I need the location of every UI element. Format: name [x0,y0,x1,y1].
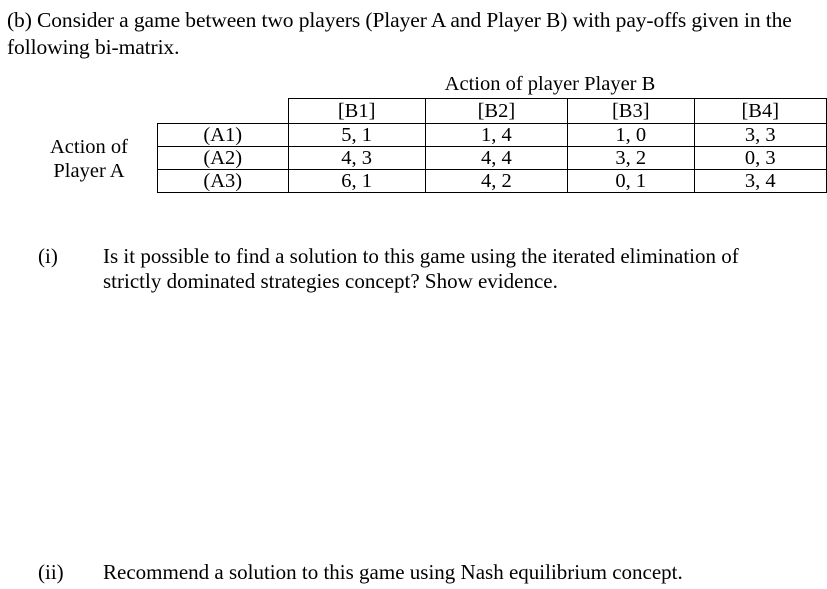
player-a-caption: Action of Player A [50,136,128,182]
payoff-cell: 4, 4 [425,147,567,170]
payoff-cell: 1, 4 [425,124,567,147]
col-header-b3: [B3] [567,99,694,124]
question-text: Is it possible to find a solution to this game using the iterated elimination of strictly dominated strategies concept? Show evidence. [103,244,739,293]
question-text: Recommend a solution to this game using Nash equilibrium concept. [103,560,683,584]
question-number: (ii) [38,560,64,584]
payoff-cell: 0, 1 [567,170,694,193]
column-header-row [158,99,827,124]
table-row [158,147,827,170]
payoff-cell: 4, 3 [288,147,425,170]
payoff-cell: 5, 1 [288,124,425,147]
corner-cell [158,99,289,124]
player-b-caption: Action of player Player B [444,73,656,95]
payoff-cell: 3, 3 [694,124,826,147]
col-header-b1: [B1] [288,99,425,124]
row-label-a3: (A3) [158,170,289,193]
table-row [158,124,827,147]
payoff-cell: 4, 2 [425,170,567,193]
payoff-cell: 6, 1 [288,170,425,193]
col-header-b2: [B2] [425,99,567,124]
question-intro: (b) Consider a game between two players (Player A and Player B) with pay-offs given in the following bi-matrix. [7,8,792,59]
table-row [158,170,827,193]
col-header-b4: [B4] [694,99,826,124]
row-label-a1: (A1) [158,124,289,147]
row-label-a2: (A2) [158,147,289,170]
question-number: (i) [38,244,58,268]
payoff-cell: 3, 4 [694,170,826,193]
question-i [38,244,818,296]
payoff-cell: 3, 2 [567,147,694,170]
question-ii [38,560,818,586]
payoff-bimatrix [157,98,827,193]
payoff-cell: 0, 3 [694,147,826,170]
payoff-cell: 1, 0 [567,124,694,147]
